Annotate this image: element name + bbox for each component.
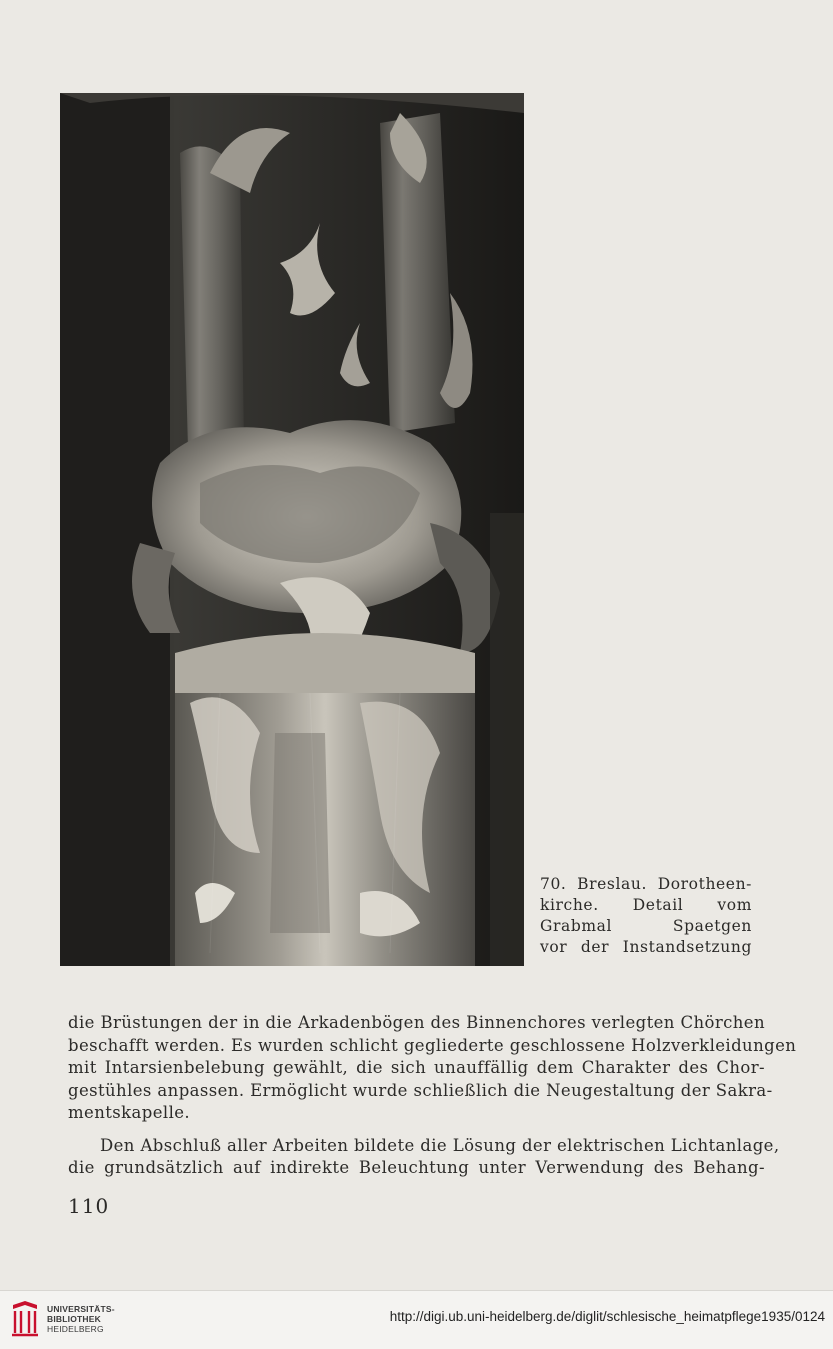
caption-line: 70. Breslau. Dorotheen- — [540, 875, 752, 893]
body-text — [68, 1012, 797, 1180]
text-line: gestühles anpassen. Ermöglicht wurde schließlich die Neugestaltung der Sakra- — [68, 1080, 773, 1100]
photograph-rococo-tomb-detail — [60, 93, 524, 966]
page-number: 110 — [68, 1194, 110, 1218]
caption-line: vor der Instandsetzung — [540, 938, 752, 956]
figure-caption — [540, 874, 752, 958]
text-line: mit Intarsienbelebung gewählt, die sich unauffällig dem Charakter des Chor- — [68, 1058, 765, 1077]
source-url-link[interactable]: http://digi.ub.uni-heidelberg.de/diglit/schlesische_heimatpflege1935/0124 — [389, 1309, 825, 1324]
text-line: beschafft werden. Es wurden schlicht gegliederte geschlossene Holzverkleidungen — [68, 1035, 797, 1055]
library-name — [47, 1304, 115, 1334]
paragraph-gap — [68, 1125, 765, 1135]
text-line: Den Abschluß aller Arbeiten bildete die Lösung der elektrischen Lichtanlage, — [100, 1135, 780, 1155]
library-name-line: UNIVERSITÄTS- — [47, 1304, 115, 1314]
text-line: mentskapelle. — [68, 1103, 191, 1122]
library-name-line: HEIDELBERG — [47, 1324, 104, 1334]
text-line: die Brüstungen der in die Arkadenbögen des Binnenchores verlegten Chörchen — [68, 1013, 765, 1032]
caption-line: Grabmal Spaetgen — [540, 917, 752, 935]
viewer-footer — [0, 1290, 833, 1349]
text-line: die grundsätzlich auf indirekte Beleuchtung unter Verwendung des Behang- — [68, 1158, 765, 1177]
caption-line: kirche. Detail vom — [540, 896, 752, 914]
university-library-logo-icon — [10, 1299, 40, 1339]
library-name-line: BIBLIOTHEK — [47, 1314, 101, 1324]
